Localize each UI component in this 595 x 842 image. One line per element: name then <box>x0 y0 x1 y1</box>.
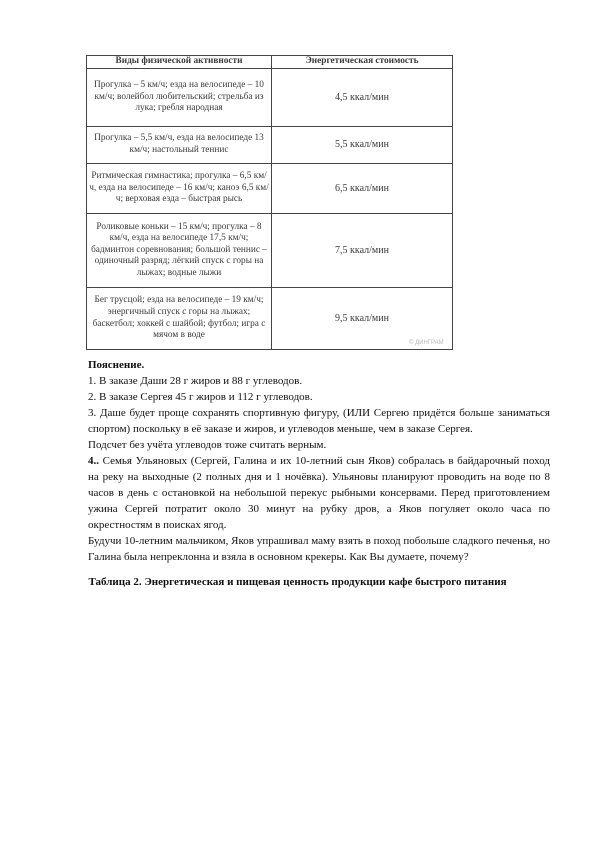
explanation-item: 3. Даше будет проще сохранять спортивную фигуру, (ИЛИ Сергею придётся больше заниматься спортом) поскольку в её заказе и жиров, и углеводов меньше, чем в заказе Сергея. <box>88 407 550 435</box>
energy-cost-cell: 9,5 ккал/мин <box>272 288 453 350</box>
explanation-title: Пояснение. <box>88 359 145 371</box>
task-text: Семья Ульяновых (Сергей, Галина и их 10-летний сын Яков) собралась в байдарочный поход на реку на выходные (2 полных дня и 1 ночёвка). Ульяновы планируют проводить на воде по 8 часов в день с остановкой на небольшой перекус рыбными консервами. Перед приготовлением ужина Сергей потратит около 30 минут на рубку дров, а Яков погуляет около часа по окрестностям в поисках ягод. <box>88 455 550 531</box>
table2-caption: Таблица 2. Энергетическая и пищевая ценность продукции кафе быстрого питания <box>88 576 507 588</box>
table-row <box>87 288 453 350</box>
explanation-item: 1. В заказе Даши 28 г жиров и 88 г углеводов. <box>88 375 303 387</box>
activity-cell: Прогулка – 5,5 км/ч, езда на велосипеде 13 км/ч; настольный теннис <box>87 127 272 164</box>
table-watermark: © ДИНГРАМ <box>409 340 444 346</box>
energy-cost-cell: 4,5 ккал/мин <box>272 69 453 127</box>
activity-energy-table <box>86 55 453 350</box>
table-header-row <box>87 56 453 69</box>
task-paragraph <box>88 453 550 533</box>
task-question: Будучи 10-летним мальчиком, Яков упрашивал маму взять в поход побольше сладкого печенья, но Галина была непреклонна и взяла в основном крекеры. Как Вы думаете, почему? <box>88 535 550 563</box>
header-activity-types: Виды физической активности <box>87 56 272 69</box>
energy-cost-cell: 7,5 ккал/мин <box>272 214 453 288</box>
explanation-item: Подсчет без учёта углеводов тоже считать верным. <box>88 439 327 451</box>
explanation-section <box>88 357 550 565</box>
table-row <box>87 127 453 164</box>
energy-cost-cell: 6,5 ккал/мин <box>272 164 453 214</box>
energy-cost-cell: 5,5 ккал/мин <box>272 127 453 164</box>
activity-cell: Бег трусцой; езда на велосипеде – 19 км/ч; энергичный спуск с горы на лыжах; баскетбол; хоккей с шайбой; футбол; игра с мячом в воде <box>87 288 272 350</box>
activity-cell: Ритмическая гимнастика; прогулка – 6,5 км/ч, езда на велосипеде – 16 км/ч; каноэ 6,5 км/ч; верховая езда – быстрая рысь <box>87 164 272 214</box>
activity-cell: Прогулка – 5 км/ч; езда на велосипеде – 10 км/ч; волейбол любительский; стрельба из лука; гребля народная <box>87 69 272 127</box>
table-row <box>87 69 453 127</box>
table-row <box>87 164 453 214</box>
task-number: 4.. <box>88 455 99 467</box>
header-energy-cost: Энергетическая стоимость <box>272 56 453 69</box>
table-row <box>87 214 453 288</box>
explanation-item: 2. В заказе Сергея 45 г жиров и 112 г углеводов. <box>88 391 313 403</box>
activity-cell: Роликовые коньки – 15 км/ч; прогулка – 8 км/ч, езда на велосипеде 17,5 км/ч; бадминтон соревнования; большой теннис – одиночный разряд; лёгкий спуск с горы на лыжах; водные лыжи <box>87 214 272 288</box>
